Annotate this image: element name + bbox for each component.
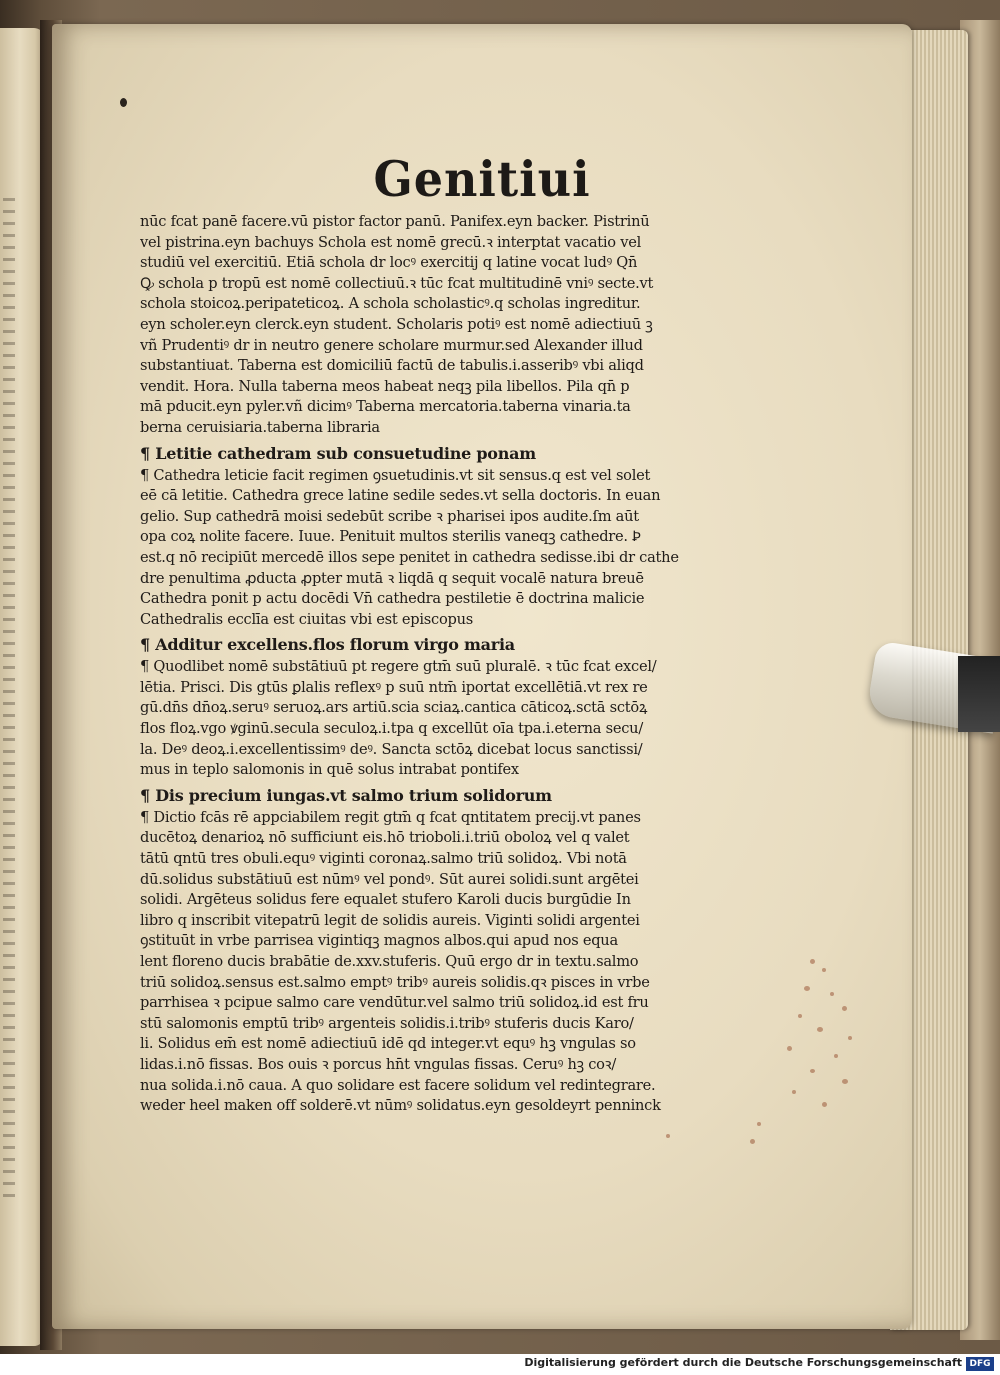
foxing-spot [798, 1014, 802, 1018]
text-line: vñ Prudentiꝰ dr in neutro genere scholare murmur.sed Alexander illud [140, 336, 643, 354]
text-line: lētia. Prisci. Dis gtūs ꝑlalis reflexꝰ p suū ntm̄ iportat excellētiā.vt rex re [140, 678, 648, 696]
left-page-text-fragments [3, 198, 15, 1198]
text-line: ¶ Cathedra leticie facit regimen ꝯsuetudinis.vt sit sensus.q est vel solet [140, 466, 651, 484]
text-line: lidas.i.nō fissas. Bos ouis ꝛ porcus hn̄t vngulas fissas. Ceruꝰ hꝫ coꝛ/ [140, 1055, 617, 1073]
foxing-spot [842, 1006, 847, 1011]
text-line: dū.solidus substātiuū est nūmꝰ vel pondꝰ. Sūt aurei solidi.sunt argētei [140, 870, 639, 888]
text-line: substantiuat. Taberna est domiciliū factū de tabulis.i.asseribꝰ vbi aliqd [140, 357, 644, 375]
text-line: schola stoicoꝝ.peripateticoꝝ. A schola scholasticꝰ.q scholas ingreditur. [140, 295, 641, 313]
section-heading: ¶ Additur excellens.flos florum virgo maria [140, 635, 515, 655]
text-line: vel pistrina.eyn bachuys Schola est nomē grecū.ꝛ interptat vacatio vel [140, 233, 642, 251]
left-page-edge [0, 28, 44, 1346]
foxing-spot [830, 992, 834, 996]
text-line: weder heel maken off solderē.vt nūmꝰ solidatus.eyn gesoldeyrt penninck [140, 1097, 661, 1115]
foxing-spot [822, 968, 826, 972]
text-line: li. Solidus em̄ est nomē adiectiuū idē qd integer.vt equꝰ hꝫ vngulas so [140, 1035, 636, 1053]
text-line: Cathedra ponit p actu docēdi Vn̄ cathedra pestiletie ē doctrina malicie [140, 590, 645, 608]
ink-dot [120, 98, 127, 107]
text-line: mā pducit.eyn pyler.vñ dicimꝰ Taberna mercatoria.taberna vinaria.ta [140, 398, 631, 416]
text-line: tātū qntū tres obuli.equꝰ viginti coronaꝝ.salmo triū solidoꝝ. Vbi notā [140, 850, 627, 868]
text-line: solidi. Argēteus solidus fere equalet stufero Karoli ducis burgūdie In [140, 891, 631, 909]
text-line: opa coꝝ nolite facere. Iuue. Penituit multos sterilis vaneqꝫ cathedre. Ꝧ [140, 528, 641, 546]
foxing-spot [848, 1036, 852, 1040]
text-line: Cathedralis ecclīa est ciuitas vbi est episcopus [140, 610, 473, 628]
text-line: est.q nō recipiūt mercedē illos sepe penitet in cathedra sedisse.ibi dr cathe [140, 548, 679, 566]
text-line: ¶ Quodlibet nomē substātiuū pt regere gtm̄ suū pluralē. ꝛ tūc fcat excel/ [140, 658, 657, 676]
text-line: vendit. Hora. Nulla taberna meos habeat neqꝫ pila libellos. Pila qn̄ p [140, 377, 630, 395]
text-line: studiū vel exercitiū. Etiā schola dr locꝰ exercitij q latine vocat ludꝰ Qn̄ [140, 254, 638, 272]
text-line: Ꝙ schola p tropū est nomē collectiuū.ꝛ tūc fcat multitudinē vniꝰ secte.vt [140, 274, 654, 292]
text-line: dre penultima ꝓducta ꝓpter mutā ꝛ liqdā q sequit vocalē natura breuē [140, 569, 644, 587]
dfg-logo: DFG [966, 1357, 994, 1371]
section-heading: ¶ Letitie cathedram sub consuetudine ponam [140, 443, 536, 463]
text-line: gelio. Sup cathedrā moisi sedebūt scribe ꝛ pharisei ipos audite.ſm aūt [140, 507, 639, 525]
foxing-spot [822, 1102, 827, 1107]
foxing-spot [804, 986, 810, 991]
page-weight-base [958, 656, 1000, 732]
foxing-spot [810, 959, 815, 964]
text-line: berna ceruisiaria.taberna libraria [140, 418, 380, 436]
text-line: nūc fcat panē facere.vū pistor factor panū. Panifex.eyn backer. Pistrinū [140, 213, 650, 230]
text-line: libro q inscribit vitepatrū legit de solidis aureis. Viginti solidi argentei [140, 911, 640, 929]
book-page [52, 24, 912, 1329]
foxing-spot [666, 1134, 670, 1138]
running-head: Genitiui [373, 150, 591, 208]
foxing-spot [792, 1090, 796, 1094]
text-line: ꝯstituūt in vrbe parrisea vigintiqꝫ magnos albos.qui apud nos equa [140, 932, 618, 950]
text-line: triū solidoꝝ.sensus est.salmo emptꝰ tribꝰ aureis solidis.qꝛ pisces in vrbe [140, 973, 650, 991]
foxing-spot [842, 1079, 848, 1084]
text-line: eyn scholer.eyn clerck.eyn student. Scholaris potiꝰ est nomē adiectiuū ꝫ [140, 315, 653, 333]
foxing-spot [834, 1054, 838, 1058]
foxing-spot [787, 1046, 792, 1051]
foxing-spot [810, 1069, 815, 1073]
text-line: parrhisea ꝛ pcipue salmo care vendūtur.vel salmo triū solidoꝝ.id est fru [140, 994, 649, 1012]
text-line: ducētoꝝ denarioꝝ nō sufficiunt eis.hō trioboli.i.triū oboloꝝ vel q valet [140, 829, 630, 847]
text-line: gū.dn̄s dn̄oꝝ.seruꝰ seruoꝝ.ars artiū.scia sciaꝝ.cantica cāticoꝝ.sctā sctōꝝ [140, 699, 648, 717]
text-line: nua solida.i.nō caua. A quo solidare est facere solidum vel redintegrare. [140, 1076, 656, 1094]
foxing-spot [750, 1139, 755, 1144]
text-line: ¶ Dictio fcās rē appciabilem regit gtm̄ q fcat qntitatem precij.vt panes [140, 808, 641, 826]
text-line: mus in teplo salomonis in quē solus intrabat pontifex [140, 761, 519, 779]
text-line: flos floꝝ.vgo ꝟginū.secula seculoꝝ.i.tpa q excellūt oīa tpa.i.eterna secu/ [140, 720, 644, 738]
section-heading: ¶ Dis precium iungas.vt salmo trium solidorum [140, 785, 552, 805]
text-line: stū salomonis emptū tribꝰ argenteis solidis.i.tribꝰ stuferis ducis Karo/ [140, 1014, 634, 1032]
text-line: eē cā letitie. Cathedra grece latine sedile sedes.vt sella doctoris. In euan [140, 487, 661, 505]
foxing-spot [817, 1027, 823, 1032]
text-block [140, 212, 712, 1117]
text-line: la. Deꝰ deoꝝ.i.excellentissimꝰ deꝰ. Sancta sctōꝝ dicebat locus sanctissi/ [140, 740, 643, 758]
foxing-spot [757, 1122, 761, 1126]
footer-credit: Digitalisierung gefördert durch die Deutsche Forschungsgemeinschaft [524, 1356, 962, 1369]
text-line: lent floreno ducis brabātie de.xxv.stuferis. Quū ergo dr in textu.salmo [140, 953, 639, 970]
